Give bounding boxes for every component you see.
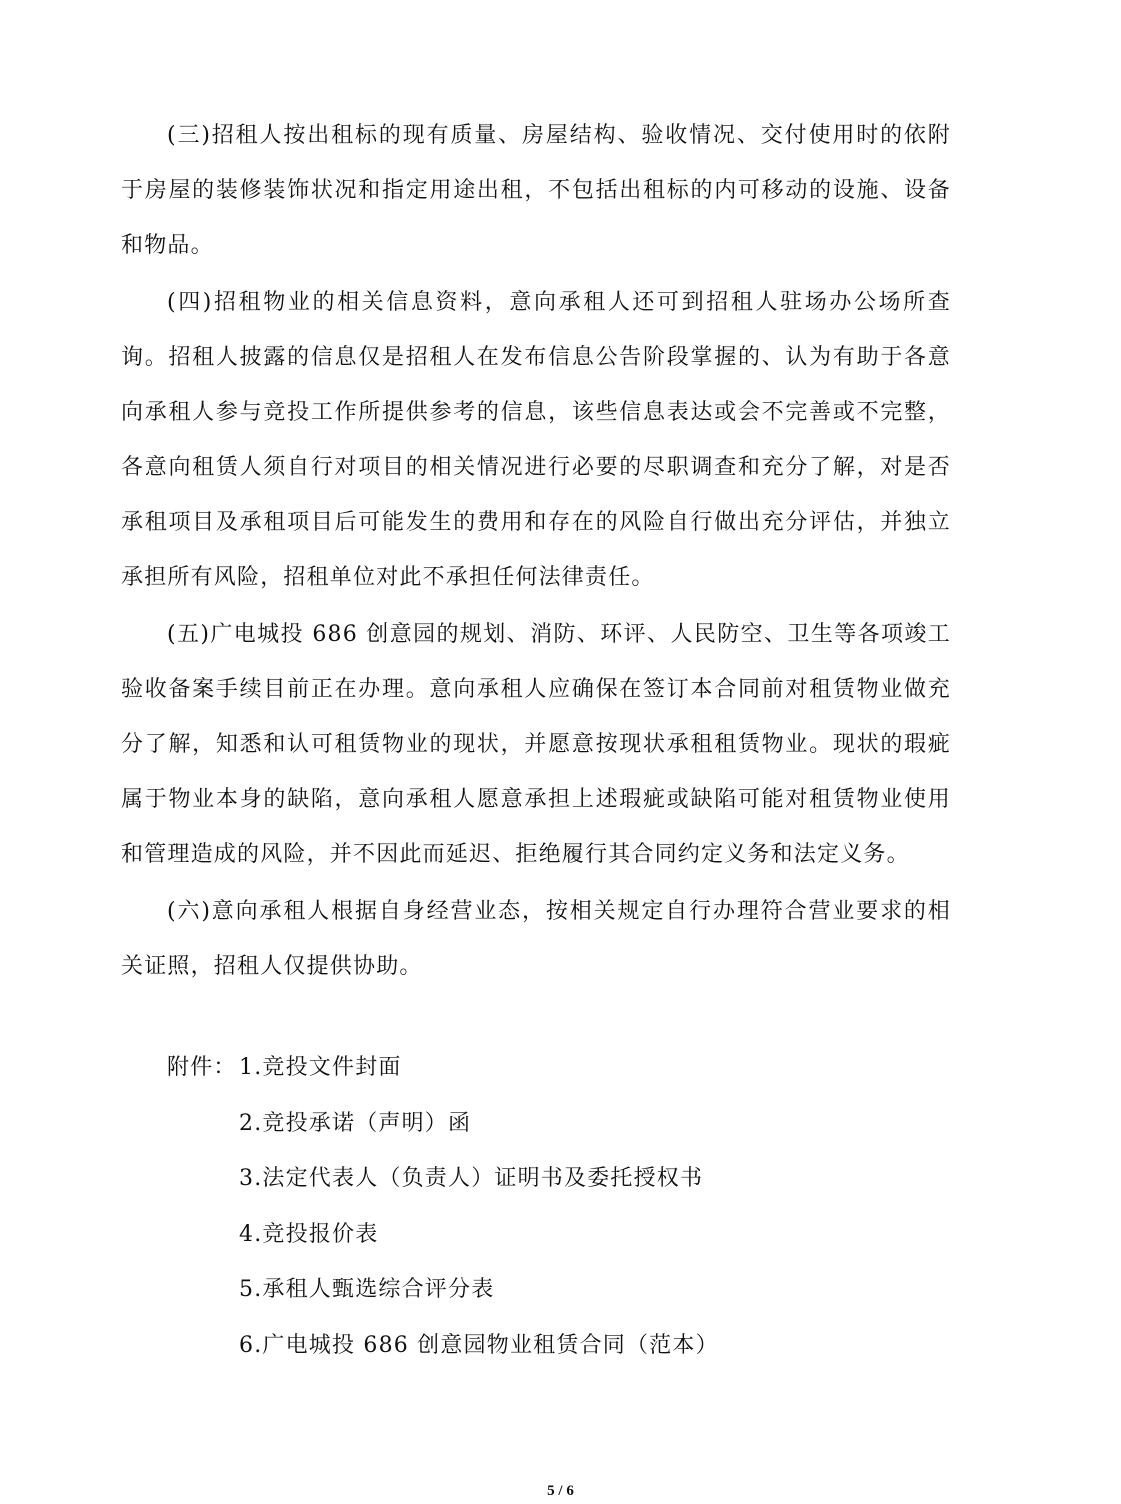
attachment-item (167, 1040, 927, 1096)
attachment-item (167, 1262, 927, 1318)
attachment-item (167, 1318, 927, 1374)
page-number: 5 / 6 (547, 1483, 574, 1499)
attachment-item-5: 5.承租人甄选综合评分表 (239, 1277, 495, 1302)
attachments-label: 附件： (167, 1055, 237, 1080)
attachment-item-1: 1.竞投文件封面 (239, 1055, 402, 1080)
attachment-item (167, 1207, 927, 1263)
attachment-item-4: 4.竞投报价表 (239, 1221, 379, 1247)
attachment-item (167, 1096, 927, 1152)
attachment-item-2: 2.竞投承诺（声明）函 (239, 1110, 472, 1136)
document-body (121, 108, 951, 996)
paragraph-3: (三)招租人按出租标的现有质量、房屋结构、验收情况、交付使用时的依附于房屋的装修装饰状况和指定用途出租，不包括出租标的内可移动的设施、设备和物品。 (121, 123, 951, 258)
attachment-item-3: 3.法定代表人（负责人）证明书及委托授权书 (239, 1166, 704, 1191)
paragraph-5: (五)广电城投 686 创意园的规划、消防、环评、人民防空、卫生等各项竣工验收备案手续目前正在办理。意向承租人应确保在签订本合同前对租赁物业做充分了解，知悉和认可租赁物业的现状，并愿意按现状承租租赁物业。现状的瑕疵属于物业本身的缺陷，意向承租人愿意承担上述瑕疵或缺陷可能对租赁物业使用和管理造成的风险，并不因此而延迟、拒绝履行其合同约定义务和法定义务。 (121, 622, 951, 867)
attachment-item (167, 1151, 927, 1207)
paragraph-4: (四)招租物业的相关信息资料，意向承租人还可到招租人驻场办公场所查询。招租人披露的信息仅是招租人在发布信息公告阶段掌握的、认为有助于各意向承租人参与竞投工作所提供参考的信息，该些信息表达或会不完善或不完整，各意向租赁人须自行对项目的相关情况进行必要的尽职调查和充分了解，对是否承租项目及承租项目后可能发生的费用和存在的风险自行做出充分评估，并独立承担所有风险，招租单位对此不承担任何法律责任。 (121, 290, 951, 590)
attachment-item-6: 6.广电城投 686 创意园物业租赁合同（范本） (239, 1332, 719, 1358)
paragraph-6: (六)意向承租人根据自身经营业态，按相关规定自行办理符合营业要求的相关证照，招租人仅提供协助。 (121, 899, 951, 979)
attachments-list (167, 1040, 927, 1373)
